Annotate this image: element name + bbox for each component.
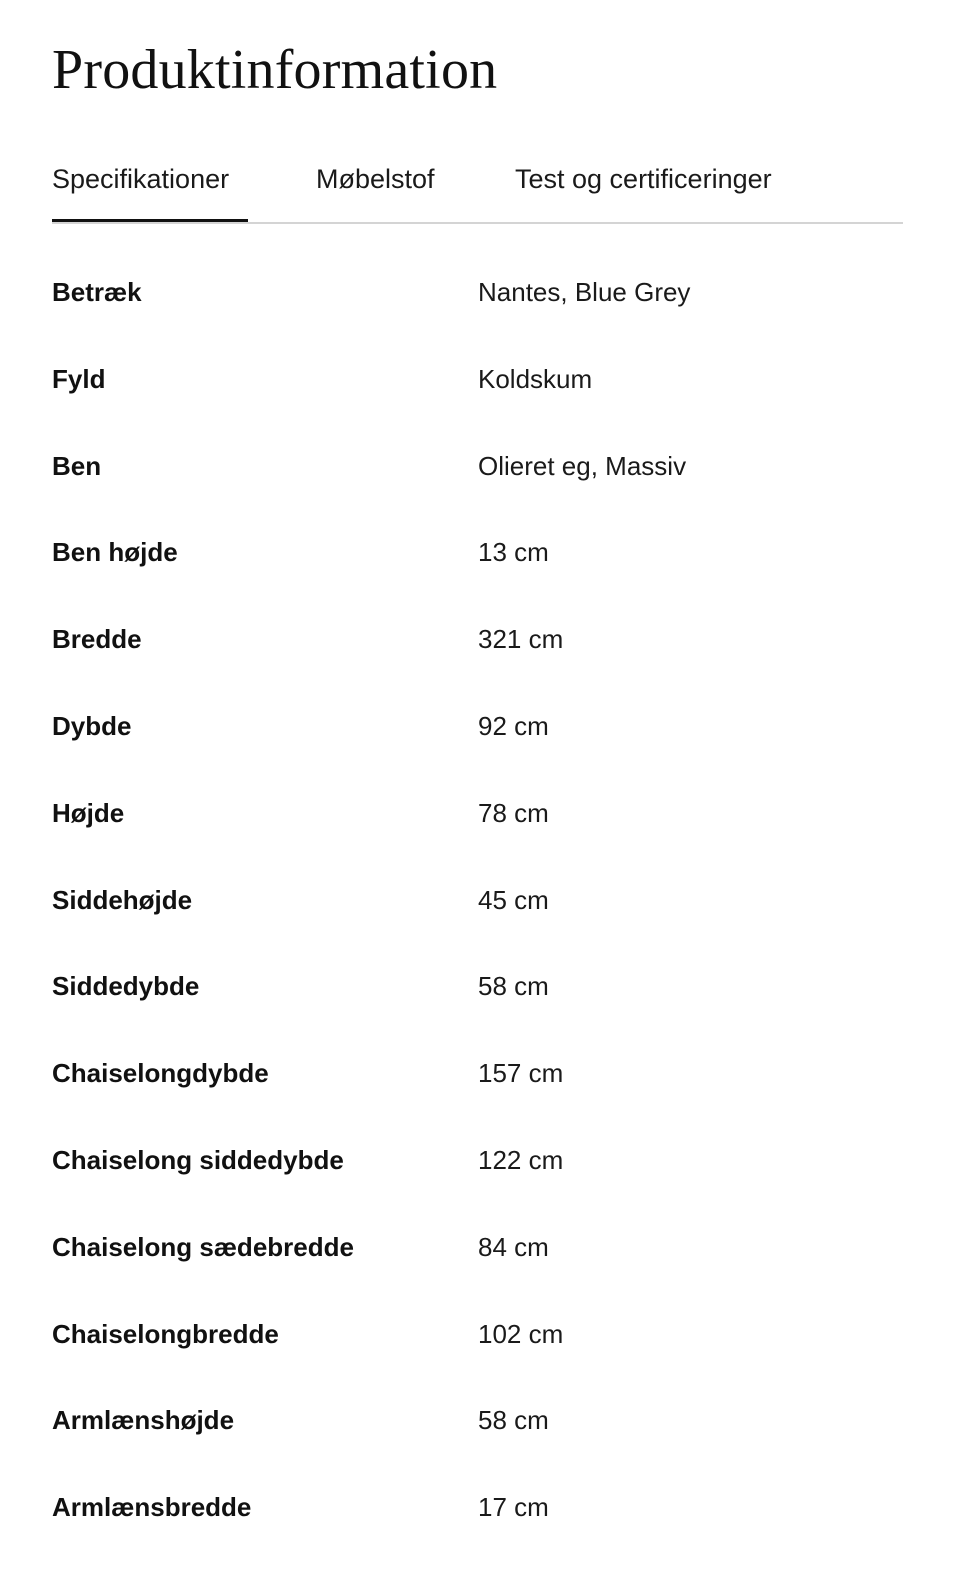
spec-label: Betræk (52, 277, 142, 307)
spec-label: Chaiselong sædebredde (52, 1231, 354, 1262)
spec-label: Dybde (52, 710, 132, 741)
tab-bar (52, 150, 903, 224)
spec-row-hojde (52, 770, 903, 857)
spec-label: Ben højde (52, 537, 178, 568)
specifications-table (52, 249, 903, 1551)
spec-value: 45 cm (478, 884, 549, 915)
spec-value: 84 cm (478, 1231, 549, 1262)
spec-value: 58 cm (478, 971, 549, 1002)
spec-label: Chaiselong siddedybde (52, 1144, 344, 1175)
spec-label: Chaiselongdybde (52, 1058, 269, 1089)
spec-value: Nantes, Blue Grey (478, 277, 691, 307)
spec-value: 92 cm (478, 710, 549, 741)
spec-label: Armlænsbredde (52, 1492, 252, 1523)
spec-label: Bredde (52, 624, 142, 655)
spec-label: Højde (52, 797, 125, 828)
spec-value: 17 cm (478, 1492, 549, 1523)
spec-value: 78 cm (478, 797, 549, 828)
spec-row-betraek (52, 249, 903, 336)
spec-value: Koldskum (478, 363, 593, 394)
spec-row-chaiselong-siddedybde (52, 1117, 903, 1204)
tab-specifikationer[interactable]: Specifikationer (52, 162, 248, 220)
spec-label: Ben (52, 450, 102, 481)
spec-label: Fyld (52, 363, 106, 394)
spec-row-ben-hojde (52, 509, 903, 596)
spec-row-dybde (52, 683, 903, 770)
spec-label: Armlænshøjde (52, 1405, 235, 1436)
spec-value: 321 cm (478, 624, 564, 655)
spec-row-bredde (52, 596, 903, 683)
spec-value: 58 cm (478, 1405, 549, 1436)
spec-row-armlaensbredde (52, 1464, 903, 1551)
spec-row-chaiselongdybde (52, 1030, 903, 1117)
spec-row-chaiselongbredde (52, 1291, 903, 1378)
spec-value: 157 cm (478, 1058, 564, 1089)
spec-value: 102 cm (478, 1318, 564, 1349)
spec-label: Siddedybde (52, 971, 200, 1002)
spec-row-ben (52, 423, 903, 510)
spec-value: 122 cm (478, 1144, 564, 1175)
tab-test-og-certificeringer[interactable]: Test og certificeringer (515, 164, 772, 194)
tab-mobelstof[interactable]: Møbelstof (316, 164, 435, 194)
spec-value: 13 cm (478, 537, 549, 568)
spec-row-fyld (52, 336, 903, 423)
spec-row-siddehojde (52, 857, 903, 944)
spec-row-chaiselong-saedebredde (52, 1204, 903, 1291)
spec-row-siddedybde (52, 943, 903, 1030)
spec-label: Chaiselongbredde (52, 1318, 279, 1349)
spec-row-armlaenshojde (52, 1377, 903, 1464)
spec-label: Siddehøjde (52, 884, 193, 915)
page-title: Produktinformation (52, 39, 498, 101)
spec-value: Olieret eg, Massiv (478, 450, 687, 481)
